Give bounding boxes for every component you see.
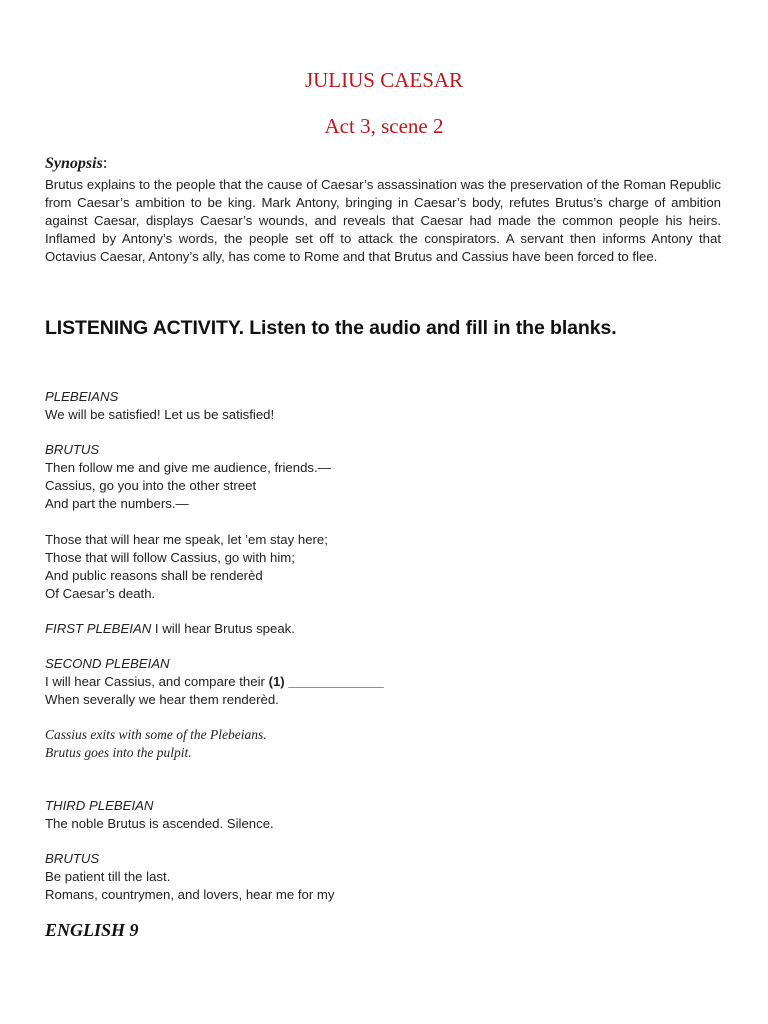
first-plebeian-line [45,620,295,638]
line-brutus-7: Of Caesar’s death. [45,586,156,601]
blank-number-1: (1) [268,674,285,689]
line-brutus-1: Then follow me and give me audience, friends.— [45,460,331,475]
second-plebeian-line-1 [45,673,384,691]
line-brutus-3: And part the numbers.— [45,496,189,511]
line-second-plebeian-2: When severally we hear them renderèd. [45,692,279,707]
line-brutus-2-1: Be patient till the last. [45,869,171,884]
line-brutus-2: Cassius, go you into the other street [45,478,257,493]
speaker-brutus-1: BRUTUS [45,442,100,457]
synopsis-text: Brutus explains to the people that the cause of Caesar’s assassination was the preservation of the Roman Republic from Caesar’s ambition to be king. Mark Antony, bringing in Caesar’s body, refutes Brutus’s charge of ambition against Caesar, displays Caesar’s wounds, and reveals that Caesar had made the common people his heirs. Inflamed by Antony’s words, the people set off to attack the conspirators. A servant then informs Antony that Octavius Caesar, Antony’s ally, has come to Rome and that Brutus and Cassius have been forced to flee. [45,177,721,264]
speaker-plebeians: PLEBEIANS [45,389,119,404]
document-title: JULIUS CAESAR [304,68,464,92]
synopsis-heading [45,153,108,173]
fill-in-blank-1[interactable]: _____________ [288,674,384,689]
synopsis-heading-colon: : [102,153,108,172]
footer-course-label: ENGLISH 9 [45,920,139,940]
line-third-plebeian: The noble Brutus is ascended. Silence. [45,816,274,831]
speaker-second-plebeian: SECOND PLEBEIAN [45,656,170,671]
line-brutus-2-2: Romans, countrymen, and lovers, hear me for my [45,887,335,902]
activity-heading: LISTENING ACTIVITY. Listen to the audio and fill in the blanks. [45,317,617,339]
document-subtitle: Act 3, scene 2 [324,114,444,138]
line-brutus-6: And public reasons shall be renderèd [45,568,263,583]
stage-direction-2: Brutus goes into the pulpit. [45,745,192,760]
speaker-brutus-2: BRUTUS [45,851,100,866]
speaker-third-plebeian: THIRD PLEBEIAN [45,798,154,813]
line-second-plebeian-1: I will hear Cassius, and compare their [45,674,269,689]
line-first-plebeian: I will hear Brutus speak. [151,621,295,636]
line-plebeians: We will be satisfied! Let us be satisfied! [45,407,275,422]
stage-direction-1: Cassius exits with some of the Plebeians. [45,727,267,742]
line-brutus-4: Those that will hear me speak, let ’em stay here; [45,532,328,547]
line-brutus-5: Those that will follow Cassius, go with him; [45,550,295,565]
speaker-first-plebeian: FIRST PLEBEIAN [45,621,152,636]
synopsis-heading-label: Synopsis [45,155,103,172]
